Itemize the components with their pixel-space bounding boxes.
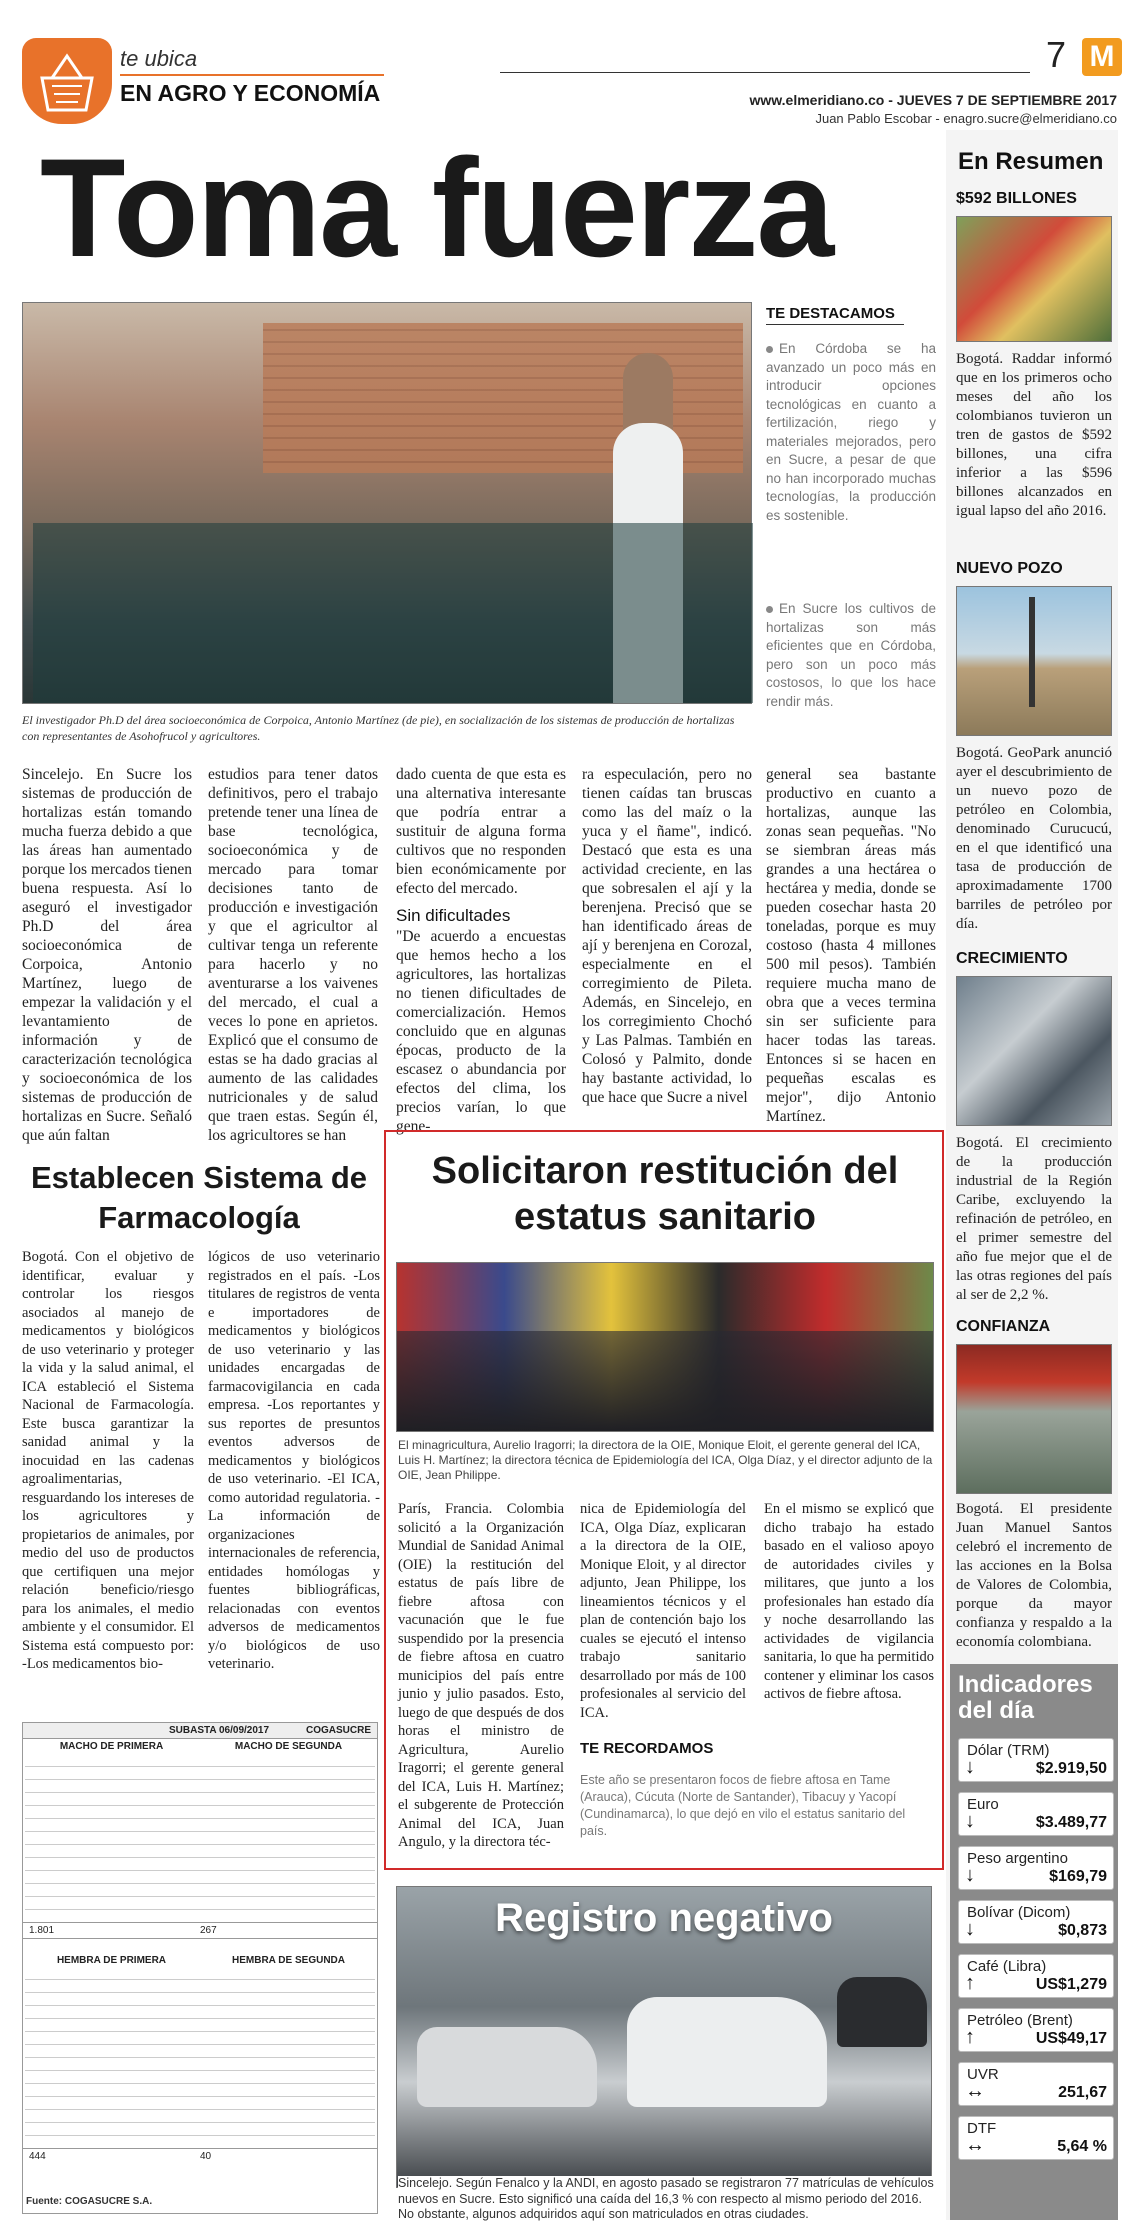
- auction-total: 40: [200, 2151, 212, 2162]
- sidebar-photo-factory: [956, 976, 1112, 1126]
- table-header: HEMBRA DE SEGUNDA: [232, 1955, 345, 1966]
- sidebar-item-head: NUEVO POZO: [956, 560, 1063, 577]
- sidebar-item-text: Bogotá. GeoPark anunció ayer el descubrimiento de un nuevo pozo de petróleo en Colombia, denominado Curucucú, en el que identificó una tasa de producción de aproximadamente 1700 barriles de petróleo por día.: [956, 745, 1112, 932]
- subhead: Sin dificultades: [396, 906, 511, 925]
- article-column: nica de Epidemiología del ICA, Olga Díaz, explicaran a la directora de la OIE, Monique Eloit, y al director adjunto, Jean Philippe, los lineamientos técnicos y el plan de contención bajo los cuales se ejecutó el intenso trabajo sanitario desarrollado por más de 100 profesionales al servicio del ICA.: [580, 1501, 746, 1721]
- sidebar-photo-oilwell: [956, 586, 1112, 736]
- brand-logo: M: [1082, 38, 1122, 76]
- table-header: HEMBRA DE PRIMERA: [56, 1955, 167, 1966]
- auction-source: Fuente: COGASUCRE S.A.: [26, 2196, 153, 2207]
- auction-total: 444: [29, 2151, 46, 2162]
- sanitary-headline: Solicitaron restitución del estatus sanitario: [431, 1150, 899, 1238]
- article-column: ra especulación, pero no tienen caídas tan bruscas como las del maíz o la yuca y el ñame", indicó. Destacó que esta es una actividad creciente, en las que sobresalen el ají y la berenjena. Precisó que se han identificado áreas de ají y berenjena en Corozal, especialmente en el corregimiento de Pileta. Además, en Sincelejo, en los corregimiento Chochó y Las Palmas. También en Colosó y Palmito, donde hay bastante actividad, lo que hace que Sucre a nivel: [582, 766, 752, 1106]
- arrow-down-icon: ↓: [965, 1864, 975, 1886]
- article-column: En el mismo se explicó que dicho trabajo ha estado basado en el valioso apoyo de autoridades civiles y militares, que junto a los profesionales han estado día y noche desarrollando las actividades de vigilancia sanitaria, lo que ha permitido contener y eliminar los casos activos de fiebre aftosa.: [764, 1501, 934, 1702]
- article-column: Bogotá. Con el objetivo de identificar, evaluar y controlar los riesgos asociados al manejo de medicamentos y biológicos de uso veterinario y proteger la vida y la salud animal, el ICA estableció el Sistema Nacional de Farmacología. Este busca garantizar la sanidad animal y la inocuidad en las cadenas agroalimentarias, resguardando los intereses de los agricultores y propietarios de animales, por medio del uso de productos que certifiquen una mejor relación beneficio/riesgo para los animales, el medio ambiente y el consumidor. El Sistema está compuesto por: -Los medicamentos bio-: [22, 1249, 194, 1672]
- section-title: EN AGRO Y ECONOMÍA: [120, 80, 381, 106]
- section-divider: [120, 74, 384, 76]
- sidebar-item-text: Bogotá. Raddar informó que en los primeros ocho meses del año los colombianos tuvieron un tren de gastos de $592 billones, una cifra inferior a las $596 billones alcanzados en igual lapso del año 2016.: [956, 351, 1112, 519]
- arrow-both-icon: ↔: [965, 2134, 985, 2156]
- main-photo-caption: El investigador Ph.D del área socioeconómica de Corpoica, Antonio Martínez (de pie), en socialización de los sistemas de producción de hortalizas con representantes de Asohofrucol y agricultores.: [22, 713, 735, 743]
- table-header: MACHO DE SEGUNDA: [200, 1738, 377, 1754]
- auction-logo: COGASUCRE: [305, 1725, 371, 1736]
- sidebar-title: En Resumen: [958, 148, 1104, 175]
- arrow-down-icon: ↓: [965, 1756, 975, 1778]
- auction-title: SUBASTA 06/09/2017: [169, 1725, 270, 1736]
- indicator-petroleo: Petróleo (Brent) ↑ US$49,17: [958, 2008, 1114, 2052]
- recall-title: TE RECORDAMOS: [580, 1740, 714, 1757]
- indicator-dolar: Dólar (TRM) ↓ $2.919,50: [958, 1738, 1114, 1782]
- highlight-item: En Sucre los cultivos de hortalizas son más eficientes que en Córdoba, pero son un poco más costosos, lo que los hace rendir más.: [766, 601, 936, 709]
- arrow-up-icon: ↑: [965, 1972, 975, 1994]
- bullet-icon: [766, 346, 773, 353]
- highlights-rule: [766, 324, 904, 325]
- auction-grid: [25, 1968, 375, 2148]
- indicator-euro: Euro ↓ $3.489,77: [958, 1792, 1114, 1836]
- auction-total: 1.801: [29, 1925, 55, 1936]
- recall-text: Este año se presentaron focos de fiebre aftosa en Tame (Arauca), Cúcuta (Norte de Santander), Tibacuy y Yacopí (Cundinamarca), lo que dejó en vilo el estatus sanitario del país.: [580, 1773, 906, 1838]
- dateline: www.elmeridiano.co - JUEVES 7 DE SEPTIEMBRE 2017: [749, 92, 1117, 108]
- arrow-up-icon: ↑: [965, 2026, 975, 2048]
- sidebar-photo-market: [956, 216, 1112, 342]
- sidebar-item-head: CONFIANZA: [956, 1318, 1051, 1335]
- indicators-title: Indicadores del día: [958, 1671, 1093, 1724]
- highlights-title: TE DESTACAMOS: [766, 305, 895, 322]
- auction-grid: [25, 1754, 375, 1922]
- article-column: París, Francia. Colombia solicitó a la Organización Mundial de Sanidad Animal (OIE) la restitución del estatus de país libre de fiebre aftosa con vacunación que le fue suspendido por la presencia de fiebre aftosa en cuatro municipios del país entre junio y julio pasados. Esto, luego de que después de dos horas el ministro de Agricultura, Aurelio Iragorri; el gerente general del ICA, Luis H. Martínez; el subgerente de Protección Animal del ICA, Juan Angulo, y la directora téc-: [398, 1501, 564, 1850]
- main-photo: [22, 302, 752, 704]
- auction-table: [22, 1722, 378, 2214]
- auction-total: 267: [200, 1925, 217, 1936]
- sidebar-item-text: Bogotá. El presidente Juan Manuel Santos celebró el incremento de las acciones en la Bolsa de Valores de Colombia, porque da mayor confianza y respaldo a la economía colombiana.: [956, 1501, 1112, 1650]
- article-column: dado cuenta de que esta es una alternativa interesante que podría entrar a sustituir de alguna forma cultivos que no responden bien económicamente por efecto del mercado. Sin dificultades "De acuerdo a encuestas que hemos hecho a los agricultores, las hortalizas no tienen dificultades de comercialización. Hemos concluido que en algunas épocas, producto de la escasez o abundancia por efectos del clima, los precios varían, lo que gene-: [396, 766, 566, 1135]
- sidebar-photo-stock: [956, 1344, 1112, 1494]
- section-logo: [22, 38, 112, 124]
- highlight-item: En Córdoba se ha avanzado un poco más en introducir opciones tecnológicas en cuanto a fertilización, riego y materiales mejorados, pero en Sucre, a pesar de que no han incorporado muchas tecnologías, la producción es sostenible.: [766, 341, 936, 523]
- main-headline: Toma fuerza: [40, 129, 833, 286]
- sidebar-item-head: $592 BILLONES: [956, 190, 1077, 207]
- registro-headline: Registro negativo: [495, 1896, 833, 1940]
- farmaco-headline: Establecen Sistema de Farmacología: [31, 1160, 367, 1235]
- sanitary-photo-caption: El minagricultura, Aurelio Iragorri; la directora de la OIE, Monique Eloit, el gerente general del ICA, Luis H. Martínez; la directora técnica de Epidemiología del ICA, Olga Díaz, y el director adjunto de la OIE, Jean Philippe.: [398, 1438, 933, 1482]
- author-line: Juan Pablo Escobar - enagro.sucre@elmeridiano.co: [815, 111, 1117, 126]
- article-column: general sea bastante productivo en cuanto a hortalizas, aunque las zonas sean pequeñas. "No se siembran áreas más grandes a una hectárea o hectárea y media, donde se pueden cosechar hasta 20 toneladas, porque es muy costoso (hasta 4 millones 500 mil pesos). También requiere mucha mano de obra que a veces termina sin ser suficiente para hacer todas las tareas. Entonces si se hacen en pequeñas escalas es mejor", dijo Antonio Martínez.: [766, 766, 936, 1125]
- article-column: lógicos de uso veterinario registrados en el país. -Los titulares de registros de venta e importadores de medicamentos y biológicos de uso veterinario y las unidades encargadas de farmacovigilancia en cada empresa. -Los reportantes y sus reportes de presuntos eventos adversos de medicamentos y biológicos de uso veterinario. -El ICA, como autoridad regulatoria. -La información de organizaciones internacionales de referencia, entidades homólogas y fuentes bibliográficas, relacionadas con eventos adversos de medicamentos y/o biológicos de uso veterinario.: [208, 1249, 380, 1672]
- header-rule: [500, 72, 1030, 73]
- article-column: estudios para tener datos definitivos, pero el trabajo pretende tener una línea de base tecnológica, socioeconómica y de mercado para tomar decisiones tanto de producción e investigación y que el agricultor al cultivar tenga un referente para hacerlo y no aventurarse a los vaivenes del mercado, el cual a veces lo pone en aprietos. Explicó que el consumo de estas se ha dado gracias al aumento de las calidades nutricionales y de salud que traen estas. Según él, los agricultores se han: [208, 766, 378, 1144]
- arrow-down-icon: ↓: [965, 1918, 975, 1940]
- indicator-cafe: Café (Libra) ↑ US$1,279: [958, 1954, 1114, 1998]
- sidebar-item-text: Bogotá. El crecimiento de la producción industrial de la Región Caribe, excluyendo la refinación de petróleo, en el primer semestre del año fue mejor que el de las otras regiones del país al ser de 2,2 %.: [956, 1135, 1112, 1303]
- registro-caption: Sincelejo. Según Fenalco y la ANDI, en agosto pasado se registraron 77 matrículas de vehículos nuevos en Sucre. Esto significó una caída del 16,3 % con respecto al mismo periodo del 2016. No obstante, algunos adquiridos aquí son matriculados en otras ciudades.: [398, 2176, 934, 2221]
- arrow-down-icon: ↓: [965, 1810, 975, 1832]
- indicator-dtf: DTF ↔ 5,64 %: [958, 2116, 1114, 2160]
- arrow-both-icon: ↔: [965, 2080, 985, 2102]
- bullet-icon: [766, 606, 773, 613]
- table-header: MACHO DE PRIMERA: [23, 1738, 200, 1754]
- section-tagline: te ubica: [120, 46, 198, 71]
- indicator-peso-argentino: Peso argentino ↓ $169,79: [958, 1846, 1114, 1890]
- indicator-uvr: UVR ↔ 251,67: [958, 2062, 1114, 2106]
- page-number: 7: [1046, 34, 1067, 75]
- sidebar-item-head: CRECIMIENTO: [956, 950, 1068, 967]
- article-column: Sincelejo. En Sucre los sistemas de producción de hortalizas están tomando mucha fuerza debido a que las áreas han aumentado porque los mercados tienen buena respuesta. Así lo aseguró el investigador Ph.D del área socioeconómica de Corpoica, Antonio Martínez, luego de empezar la validación y el levantamiento de información y de caracterización tecnológica y socioeconómica de los sistemas de producción de hortalizas en Sucre. Señaló que aún faltan: [22, 766, 193, 1144]
- sanitary-photo: [396, 1262, 934, 1432]
- basket-icon: [22, 38, 112, 124]
- indicator-bolivar: Bolívar (Dicom) ↓ $0,873: [958, 1900, 1114, 1944]
